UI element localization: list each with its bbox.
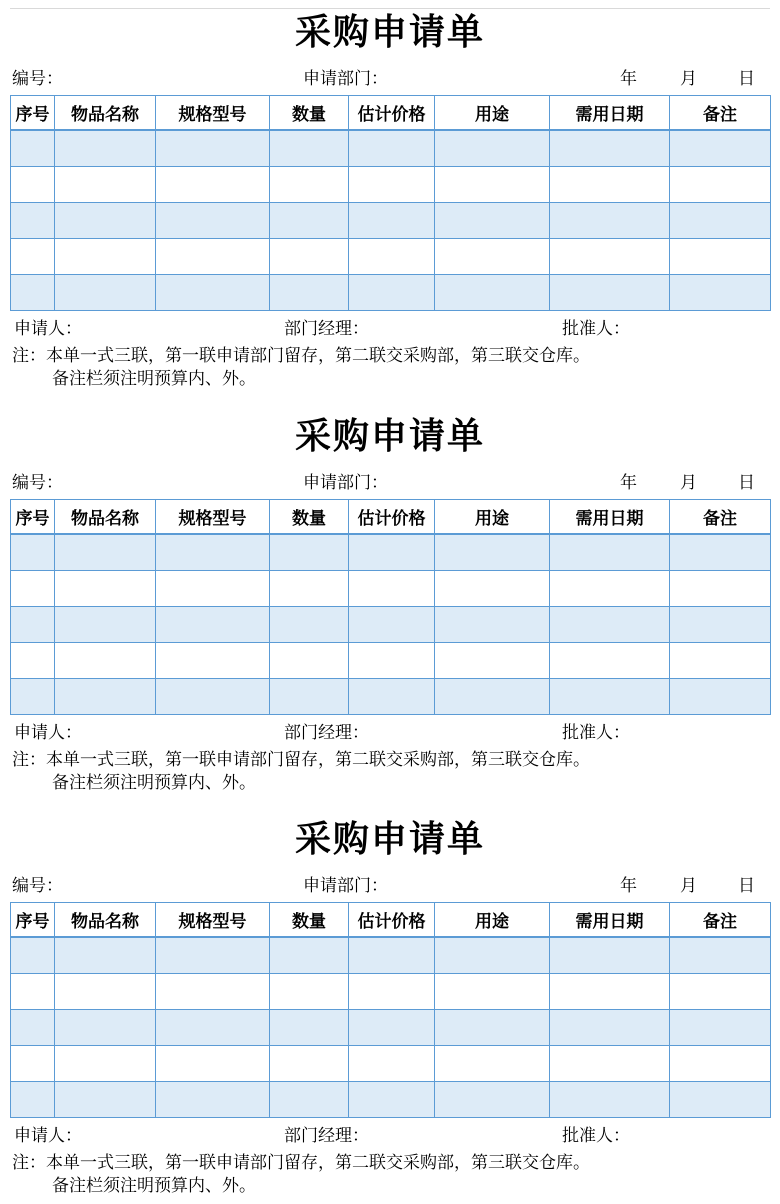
cell-remarks[interactable] <box>670 607 771 643</box>
date-year-label: 年 <box>620 69 637 89</box>
form-note-line-1: 注：本单一式三联，第一联申请部门留存，第二联交采购部，第三联交仓库。 <box>12 750 590 770</box>
cell-spec-model[interactable] <box>156 1046 270 1082</box>
cell-est-price[interactable] <box>349 607 435 643</box>
cell-est-price[interactable] <box>349 643 435 679</box>
cell-spec-model[interactable] <box>156 571 270 607</box>
form-note-line-2: 备注栏须注明预算内、外。 <box>52 773 256 793</box>
cell-seq[interactable] <box>11 937 55 974</box>
cell-est-price[interactable] <box>349 679 435 715</box>
date-month-label: 月 <box>680 473 697 493</box>
cell-item-name[interactable] <box>55 1082 156 1118</box>
column-header-spec-model: 规格型号 <box>156 500 270 535</box>
column-header-purpose: 用途 <box>435 903 550 938</box>
cell-purpose[interactable] <box>435 607 550 643</box>
cell-remarks[interactable] <box>670 534 771 571</box>
cell-quantity[interactable] <box>270 937 349 974</box>
table-row <box>11 1010 771 1046</box>
column-header-item-name: 物品名称 <box>55 96 156 131</box>
column-header-spec-model: 规格型号 <box>156 96 270 131</box>
cell-item-name[interactable] <box>55 239 156 275</box>
cell-remarks[interactable] <box>670 571 771 607</box>
form-note-line-2: 备注栏须注明预算内、外。 <box>52 1176 256 1196</box>
department-label: 申请部门： <box>303 876 388 896</box>
date-day-label: 日 <box>738 473 755 493</box>
cell-item-name[interactable] <box>55 643 156 679</box>
cell-date-needed[interactable] <box>550 1082 670 1118</box>
cell-remarks[interactable] <box>670 679 771 715</box>
cell-purpose[interactable] <box>435 275 550 311</box>
cell-quantity[interactable] <box>270 1010 349 1046</box>
cell-seq[interactable] <box>11 239 55 275</box>
cell-item-name[interactable] <box>55 679 156 715</box>
cell-item-name[interactable] <box>55 1046 156 1082</box>
date-year-label: 年 <box>620 473 637 493</box>
table-row <box>11 203 771 239</box>
column-header-date-needed: 需用日期 <box>550 903 670 938</box>
cell-date-needed[interactable] <box>550 167 670 203</box>
cell-quantity[interactable] <box>270 203 349 239</box>
cell-date-needed[interactable] <box>550 643 670 679</box>
cell-remarks[interactable] <box>670 167 771 203</box>
cell-est-price[interactable] <box>349 534 435 571</box>
table-row <box>11 643 771 679</box>
cell-item-name[interactable] <box>55 275 156 311</box>
cell-remarks[interactable] <box>670 937 771 974</box>
cell-est-price[interactable] <box>349 275 435 311</box>
column-header-item-name: 物品名称 <box>55 500 156 535</box>
form-title: 采购申请单 <box>294 818 485 860</box>
cell-date-needed[interactable] <box>550 1046 670 1082</box>
cell-spec-model[interactable] <box>156 1010 270 1046</box>
cell-spec-model[interactable] <box>156 1082 270 1118</box>
cell-quantity[interactable] <box>270 974 349 1010</box>
cell-date-needed[interactable] <box>550 239 670 275</box>
cell-seq[interactable] <box>11 203 55 239</box>
table-row <box>11 239 771 275</box>
cell-date-needed[interactable] <box>550 1010 670 1046</box>
table-row <box>11 275 771 311</box>
cell-seq[interactable] <box>11 167 55 203</box>
cell-est-price[interactable] <box>349 1010 435 1046</box>
column-header-seq: 序号 <box>11 96 55 131</box>
cell-purpose[interactable] <box>435 937 550 974</box>
cell-purpose[interactable] <box>435 239 550 275</box>
cell-seq[interactable] <box>11 1046 55 1082</box>
form-title: 采购申请单 <box>294 415 485 457</box>
department-manager-label: 部门经理： <box>284 1126 369 1146</box>
cell-quantity[interactable] <box>270 571 349 607</box>
form-number-label: 编号： <box>12 473 63 493</box>
cell-remarks[interactable] <box>670 974 771 1010</box>
date-month-label: 月 <box>680 69 697 89</box>
cell-quantity[interactable] <box>270 534 349 571</box>
cell-purpose[interactable] <box>435 534 550 571</box>
cell-date-needed[interactable] <box>550 974 670 1010</box>
cell-seq[interactable] <box>11 607 55 643</box>
table-header-row <box>11 500 771 535</box>
cell-seq[interactable] <box>11 974 55 1010</box>
cell-remarks[interactable] <box>670 239 771 275</box>
form-note-line-1: 注：本单一式三联，第一联申请部门留存，第二联交采购部，第三联交仓库。 <box>12 1153 590 1173</box>
column-header-quantity: 数量 <box>270 500 349 535</box>
cell-seq[interactable] <box>11 571 55 607</box>
cell-spec-model[interactable] <box>156 643 270 679</box>
cell-spec-model[interactable] <box>156 239 270 275</box>
column-header-remarks: 备注 <box>670 96 771 131</box>
cell-seq[interactable] <box>11 275 55 311</box>
cell-date-needed[interactable] <box>550 679 670 715</box>
cell-est-price[interactable] <box>349 1046 435 1082</box>
cell-quantity[interactable] <box>270 1082 349 1118</box>
cell-purpose[interactable] <box>435 203 550 239</box>
cell-est-price[interactable] <box>349 239 435 275</box>
cell-date-needed[interactable] <box>550 571 670 607</box>
cell-purpose[interactable] <box>435 167 550 203</box>
form-note-line-1: 注：本单一式三联，第一联申请部门留存，第二联交采购部，第三联交仓库。 <box>12 346 590 366</box>
cell-est-price[interactable] <box>349 974 435 1010</box>
applicant-label: 申请人： <box>14 1126 82 1146</box>
cell-seq[interactable] <box>11 1010 55 1046</box>
table-row <box>11 607 771 643</box>
cell-item-name[interactable] <box>55 130 156 167</box>
cell-date-needed[interactable] <box>550 937 670 974</box>
cell-seq[interactable] <box>11 643 55 679</box>
column-header-quantity: 数量 <box>270 903 349 938</box>
cell-est-price[interactable] <box>349 1082 435 1118</box>
column-header-item-name: 物品名称 <box>55 903 156 938</box>
cell-remarks[interactable] <box>670 203 771 239</box>
column-header-remarks: 备注 <box>670 500 771 535</box>
cell-spec-model[interactable] <box>156 679 270 715</box>
applicant-label: 申请人： <box>14 319 82 339</box>
cell-item-name[interactable] <box>55 1010 156 1046</box>
cell-date-needed[interactable] <box>550 275 670 311</box>
cell-item-name[interactable] <box>55 974 156 1010</box>
cell-remarks[interactable] <box>670 275 771 311</box>
cell-purpose[interactable] <box>435 1082 550 1118</box>
column-header-date-needed: 需用日期 <box>550 96 670 131</box>
cell-spec-model[interactable] <box>156 974 270 1010</box>
column-header-remarks: 备注 <box>670 903 771 938</box>
form-number-label: 编号： <box>12 69 63 89</box>
cell-remarks[interactable] <box>670 130 771 167</box>
table-row <box>11 167 771 203</box>
column-header-quantity: 数量 <box>270 96 349 131</box>
cell-date-needed[interactable] <box>550 607 670 643</box>
cell-date-needed[interactable] <box>550 130 670 167</box>
cell-item-name[interactable] <box>55 571 156 607</box>
table-row <box>11 1046 771 1082</box>
cell-purpose[interactable] <box>435 974 550 1010</box>
column-header-est-price: 估计价格 <box>349 96 435 131</box>
department-manager-label: 部门经理： <box>284 723 369 743</box>
items-table <box>10 902 771 1118</box>
column-header-purpose: 用途 <box>435 500 550 535</box>
date-day-label: 日 <box>738 876 755 896</box>
cell-est-price[interactable] <box>349 937 435 974</box>
cell-purpose[interactable] <box>435 1010 550 1046</box>
cell-remarks[interactable] <box>670 1010 771 1046</box>
cell-purpose[interactable] <box>435 1046 550 1082</box>
date-year-label: 年 <box>620 876 637 896</box>
cell-item-name[interactable] <box>55 607 156 643</box>
column-header-seq: 序号 <box>11 903 55 938</box>
cell-spec-model[interactable] <box>156 275 270 311</box>
column-header-spec-model: 规格型号 <box>156 903 270 938</box>
table-row <box>11 974 771 1010</box>
approver-label: 批准人： <box>562 319 630 339</box>
cell-seq[interactable] <box>11 534 55 571</box>
department-label: 申请部门： <box>303 473 388 493</box>
cell-est-price[interactable] <box>349 167 435 203</box>
table-header-row <box>11 903 771 938</box>
cell-purpose[interactable] <box>435 679 550 715</box>
cell-purpose[interactable] <box>435 643 550 679</box>
table-row <box>11 1082 771 1118</box>
date-day-label: 日 <box>738 69 755 89</box>
cell-est-price[interactable] <box>349 130 435 167</box>
cell-spec-model[interactable] <box>156 167 270 203</box>
table-header-row <box>11 96 771 131</box>
table-row <box>11 679 771 715</box>
cell-remarks[interactable] <box>670 1082 771 1118</box>
cell-quantity[interactable] <box>270 130 349 167</box>
column-header-date-needed: 需用日期 <box>550 500 670 535</box>
cell-seq[interactable] <box>11 130 55 167</box>
purchase-request-form <box>0 807 780 1197</box>
cell-quantity[interactable] <box>270 643 349 679</box>
applicant-label: 申请人： <box>14 723 82 743</box>
column-header-purpose: 用途 <box>435 96 550 131</box>
approver-label: 批准人： <box>562 723 630 743</box>
purchase-request-form <box>0 0 780 390</box>
cell-quantity[interactable] <box>270 607 349 643</box>
purchase-request-form <box>0 404 780 794</box>
cell-quantity[interactable] <box>270 239 349 275</box>
cell-quantity[interactable] <box>270 275 349 311</box>
cell-purpose[interactable] <box>435 571 550 607</box>
cell-spec-model[interactable] <box>156 534 270 571</box>
form-number-label: 编号： <box>12 876 63 896</box>
cell-spec-model[interactable] <box>156 203 270 239</box>
table-row <box>11 937 771 974</box>
form-note-line-2: 备注栏须注明预算内、外。 <box>52 369 256 389</box>
column-header-seq: 序号 <box>11 500 55 535</box>
cell-quantity[interactable] <box>270 1046 349 1082</box>
column-header-est-price: 估计价格 <box>349 500 435 535</box>
cell-item-name[interactable] <box>55 937 156 974</box>
cell-est-price[interactable] <box>349 203 435 239</box>
items-table <box>10 499 771 715</box>
cell-est-price[interactable] <box>349 571 435 607</box>
cell-date-needed[interactable] <box>550 203 670 239</box>
date-month-label: 月 <box>680 876 697 896</box>
table-row <box>11 571 771 607</box>
cell-quantity[interactable] <box>270 167 349 203</box>
cell-remarks[interactable] <box>670 643 771 679</box>
cell-seq[interactable] <box>11 1082 55 1118</box>
approver-label: 批准人： <box>562 1126 630 1146</box>
column-header-est-price: 估计价格 <box>349 903 435 938</box>
cell-date-needed[interactable] <box>550 534 670 571</box>
cell-quantity[interactable] <box>270 679 349 715</box>
form-title: 采购申请单 <box>294 11 485 53</box>
cell-remarks[interactable] <box>670 1046 771 1082</box>
department-label: 申请部门： <box>303 69 388 89</box>
cell-seq[interactable] <box>11 679 55 715</box>
department-manager-label: 部门经理： <box>284 319 369 339</box>
cell-item-name[interactable] <box>55 167 156 203</box>
items-table <box>10 95 771 311</box>
cell-purpose[interactable] <box>435 130 550 167</box>
table-row <box>11 534 771 571</box>
table-row <box>11 130 771 167</box>
cell-spec-model[interactable] <box>156 130 270 167</box>
cell-spec-model[interactable] <box>156 937 270 974</box>
cell-item-name[interactable] <box>55 203 156 239</box>
cell-spec-model[interactable] <box>156 607 270 643</box>
cell-item-name[interactable] <box>55 534 156 571</box>
